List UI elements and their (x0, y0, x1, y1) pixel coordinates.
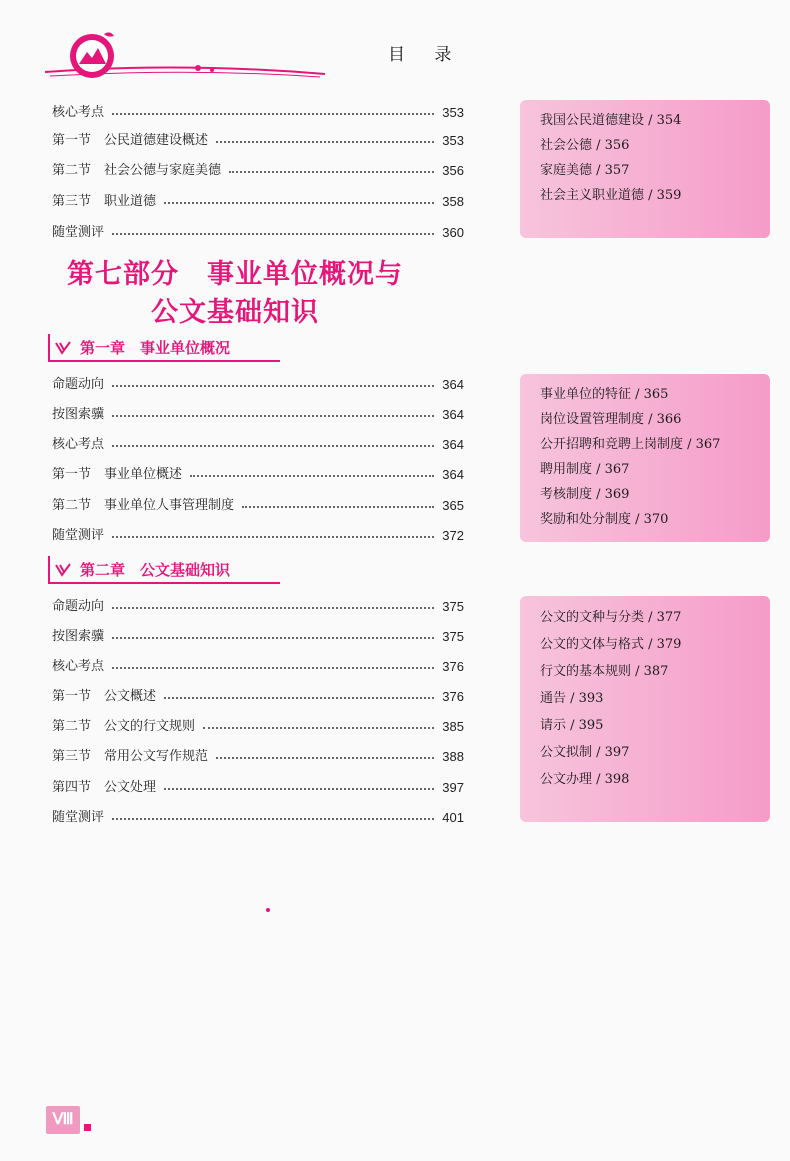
page-header (0, 0, 790, 80)
leader-dots (112, 445, 434, 447)
toc-page: 401 (442, 810, 464, 825)
toc-row[interactable] (52, 187, 464, 209)
chapter-title: 第一章 事业单位概况 (80, 339, 231, 357)
toc-page: 375 (442, 599, 464, 614)
decorative-dot (266, 908, 270, 912)
toc-label: 命题动向 (52, 599, 105, 614)
chapter-heading[interactable] (48, 334, 280, 362)
topic-item: 公文拟制 / 397 (540, 745, 630, 760)
toc-label: 第二节 公文的行文规则 (52, 719, 196, 734)
toc-page: 364 (442, 407, 464, 422)
leader-dots (216, 757, 434, 759)
toc-page: 397 (442, 780, 464, 795)
topic-item: 请示 / 395 (540, 718, 604, 733)
part-title-line2: 公文基础知识 (151, 297, 319, 328)
toc-row[interactable] (52, 592, 464, 614)
leader-dots (112, 385, 434, 387)
toc-page: 360 (442, 225, 464, 240)
toc-page: 375 (442, 629, 464, 644)
toc-row[interactable] (52, 126, 464, 148)
topic-item: 社会公德 / 356 (540, 138, 630, 153)
page-number-dot (84, 1124, 91, 1131)
toc-row[interactable] (52, 521, 464, 543)
part-title-line1: 第七部分 事业单位概况与 (67, 259, 403, 290)
toc-label: 第三节 常用公文写作规范 (52, 749, 209, 764)
topic-item: 家庭美德 / 357 (540, 163, 630, 178)
toc-label: 随堂测评 (52, 528, 105, 543)
topic-item: 公文办理 / 398 (540, 772, 630, 787)
topic-item: 通告 / 393 (540, 691, 604, 706)
topic-box (520, 596, 770, 822)
toc-page: 376 (442, 659, 464, 674)
topic-box (520, 374, 770, 542)
toc-label: 核心考点 (52, 659, 105, 674)
toc-row[interactable] (52, 400, 464, 422)
toc-row[interactable] (52, 803, 464, 825)
toc-page: 364 (442, 377, 464, 392)
topic-box (520, 100, 770, 238)
toc-row[interactable] (52, 742, 464, 764)
leader-dots (203, 727, 434, 729)
toc-page: 365 (442, 498, 464, 513)
toc-label: 核心考点 (52, 105, 105, 120)
toc-row[interactable] (52, 712, 464, 734)
chapter-heading[interactable] (48, 556, 280, 584)
toc-page: 388 (442, 749, 464, 764)
toc-label: 核心考点 (52, 437, 105, 452)
leader-dots (242, 506, 434, 508)
topic-item: 公开招聘和竞聘上岗制度 / 367 (540, 437, 721, 452)
toc-row[interactable] (52, 652, 464, 674)
chapter-title: 第二章 公文基础知识 (80, 561, 231, 579)
leader-dots (112, 415, 434, 417)
topic-item: 聘用制度 / 367 (540, 462, 630, 477)
toc-page: 353 (442, 133, 464, 148)
toc-label: 第一节 公文概述 (52, 689, 157, 704)
toc-label: 按图索骥 (52, 629, 105, 644)
toc-label: 第二节 社会公德与家庭美德 (52, 163, 222, 178)
toc-label: 第二节 事业单位人事管理制度 (52, 498, 235, 513)
toc-page: 353 (442, 105, 464, 120)
page-number: Ⅷ (46, 1106, 80, 1134)
leader-dots (216, 141, 434, 143)
topic-item: 岗位设置管理制度 / 366 (540, 412, 682, 427)
topic-item: 公文的文体与格式 / 379 (540, 637, 682, 652)
toc-page: 358 (442, 194, 464, 209)
leader-dots (112, 818, 434, 820)
toc-page: 364 (442, 467, 464, 482)
toc-row[interactable] (52, 370, 464, 392)
logo-icon (62, 28, 122, 80)
toc-row[interactable] (52, 491, 464, 513)
leader-dots (164, 697, 434, 699)
chevron-mark-icon (54, 562, 72, 578)
toc-label: 随堂测评 (52, 225, 105, 240)
toc-label: 命题动向 (52, 377, 105, 392)
toc-row[interactable] (52, 98, 464, 120)
topic-item: 考核制度 / 369 (540, 487, 630, 502)
toc-row[interactable] (52, 156, 464, 178)
leader-dots (112, 233, 434, 235)
topic-item: 奖励和处分制度 / 370 (540, 512, 669, 527)
toc-page: 356 (442, 163, 464, 178)
page-title: 目 录 (388, 45, 464, 65)
toc-page: 364 (442, 437, 464, 452)
leader-dots (164, 202, 434, 204)
leader-dots (112, 607, 434, 609)
leader-dots (112, 667, 434, 669)
toc-row[interactable] (52, 773, 464, 795)
toc-row[interactable] (52, 682, 464, 704)
toc-label: 第一节 公民道德建设概述 (52, 133, 209, 148)
toc-page: 376 (442, 689, 464, 704)
leader-dots (112, 637, 434, 639)
chevron-mark-icon (54, 340, 72, 356)
toc-page: 385 (442, 719, 464, 734)
leader-dots (164, 788, 434, 790)
toc-label: 按图索骥 (52, 407, 105, 422)
toc-page: 372 (442, 528, 464, 543)
topic-item: 事业单位的特征 / 365 (540, 387, 669, 402)
leader-dots (229, 171, 434, 173)
topic-item: 行文的基本规则 / 387 (540, 664, 669, 679)
leader-dots (190, 475, 434, 477)
topic-item: 公文的文种与分类 / 377 (540, 610, 682, 625)
toc-row[interactable] (52, 622, 464, 644)
topic-item: 社会主义职业道德 / 359 (540, 188, 682, 203)
topic-item: 我国公民道德建设 / 354 (540, 113, 682, 128)
toc-label: 第四节 公文处理 (52, 780, 157, 795)
toc-label: 随堂测评 (52, 810, 105, 825)
toc-label: 第三节 职业道德 (52, 194, 157, 209)
toc-row[interactable] (52, 460, 464, 482)
leader-dots (112, 113, 434, 115)
leader-dots (112, 536, 434, 538)
toc-row[interactable] (52, 430, 464, 452)
toc-row[interactable] (52, 218, 464, 240)
toc-label: 第一节 事业单位概述 (52, 467, 183, 482)
